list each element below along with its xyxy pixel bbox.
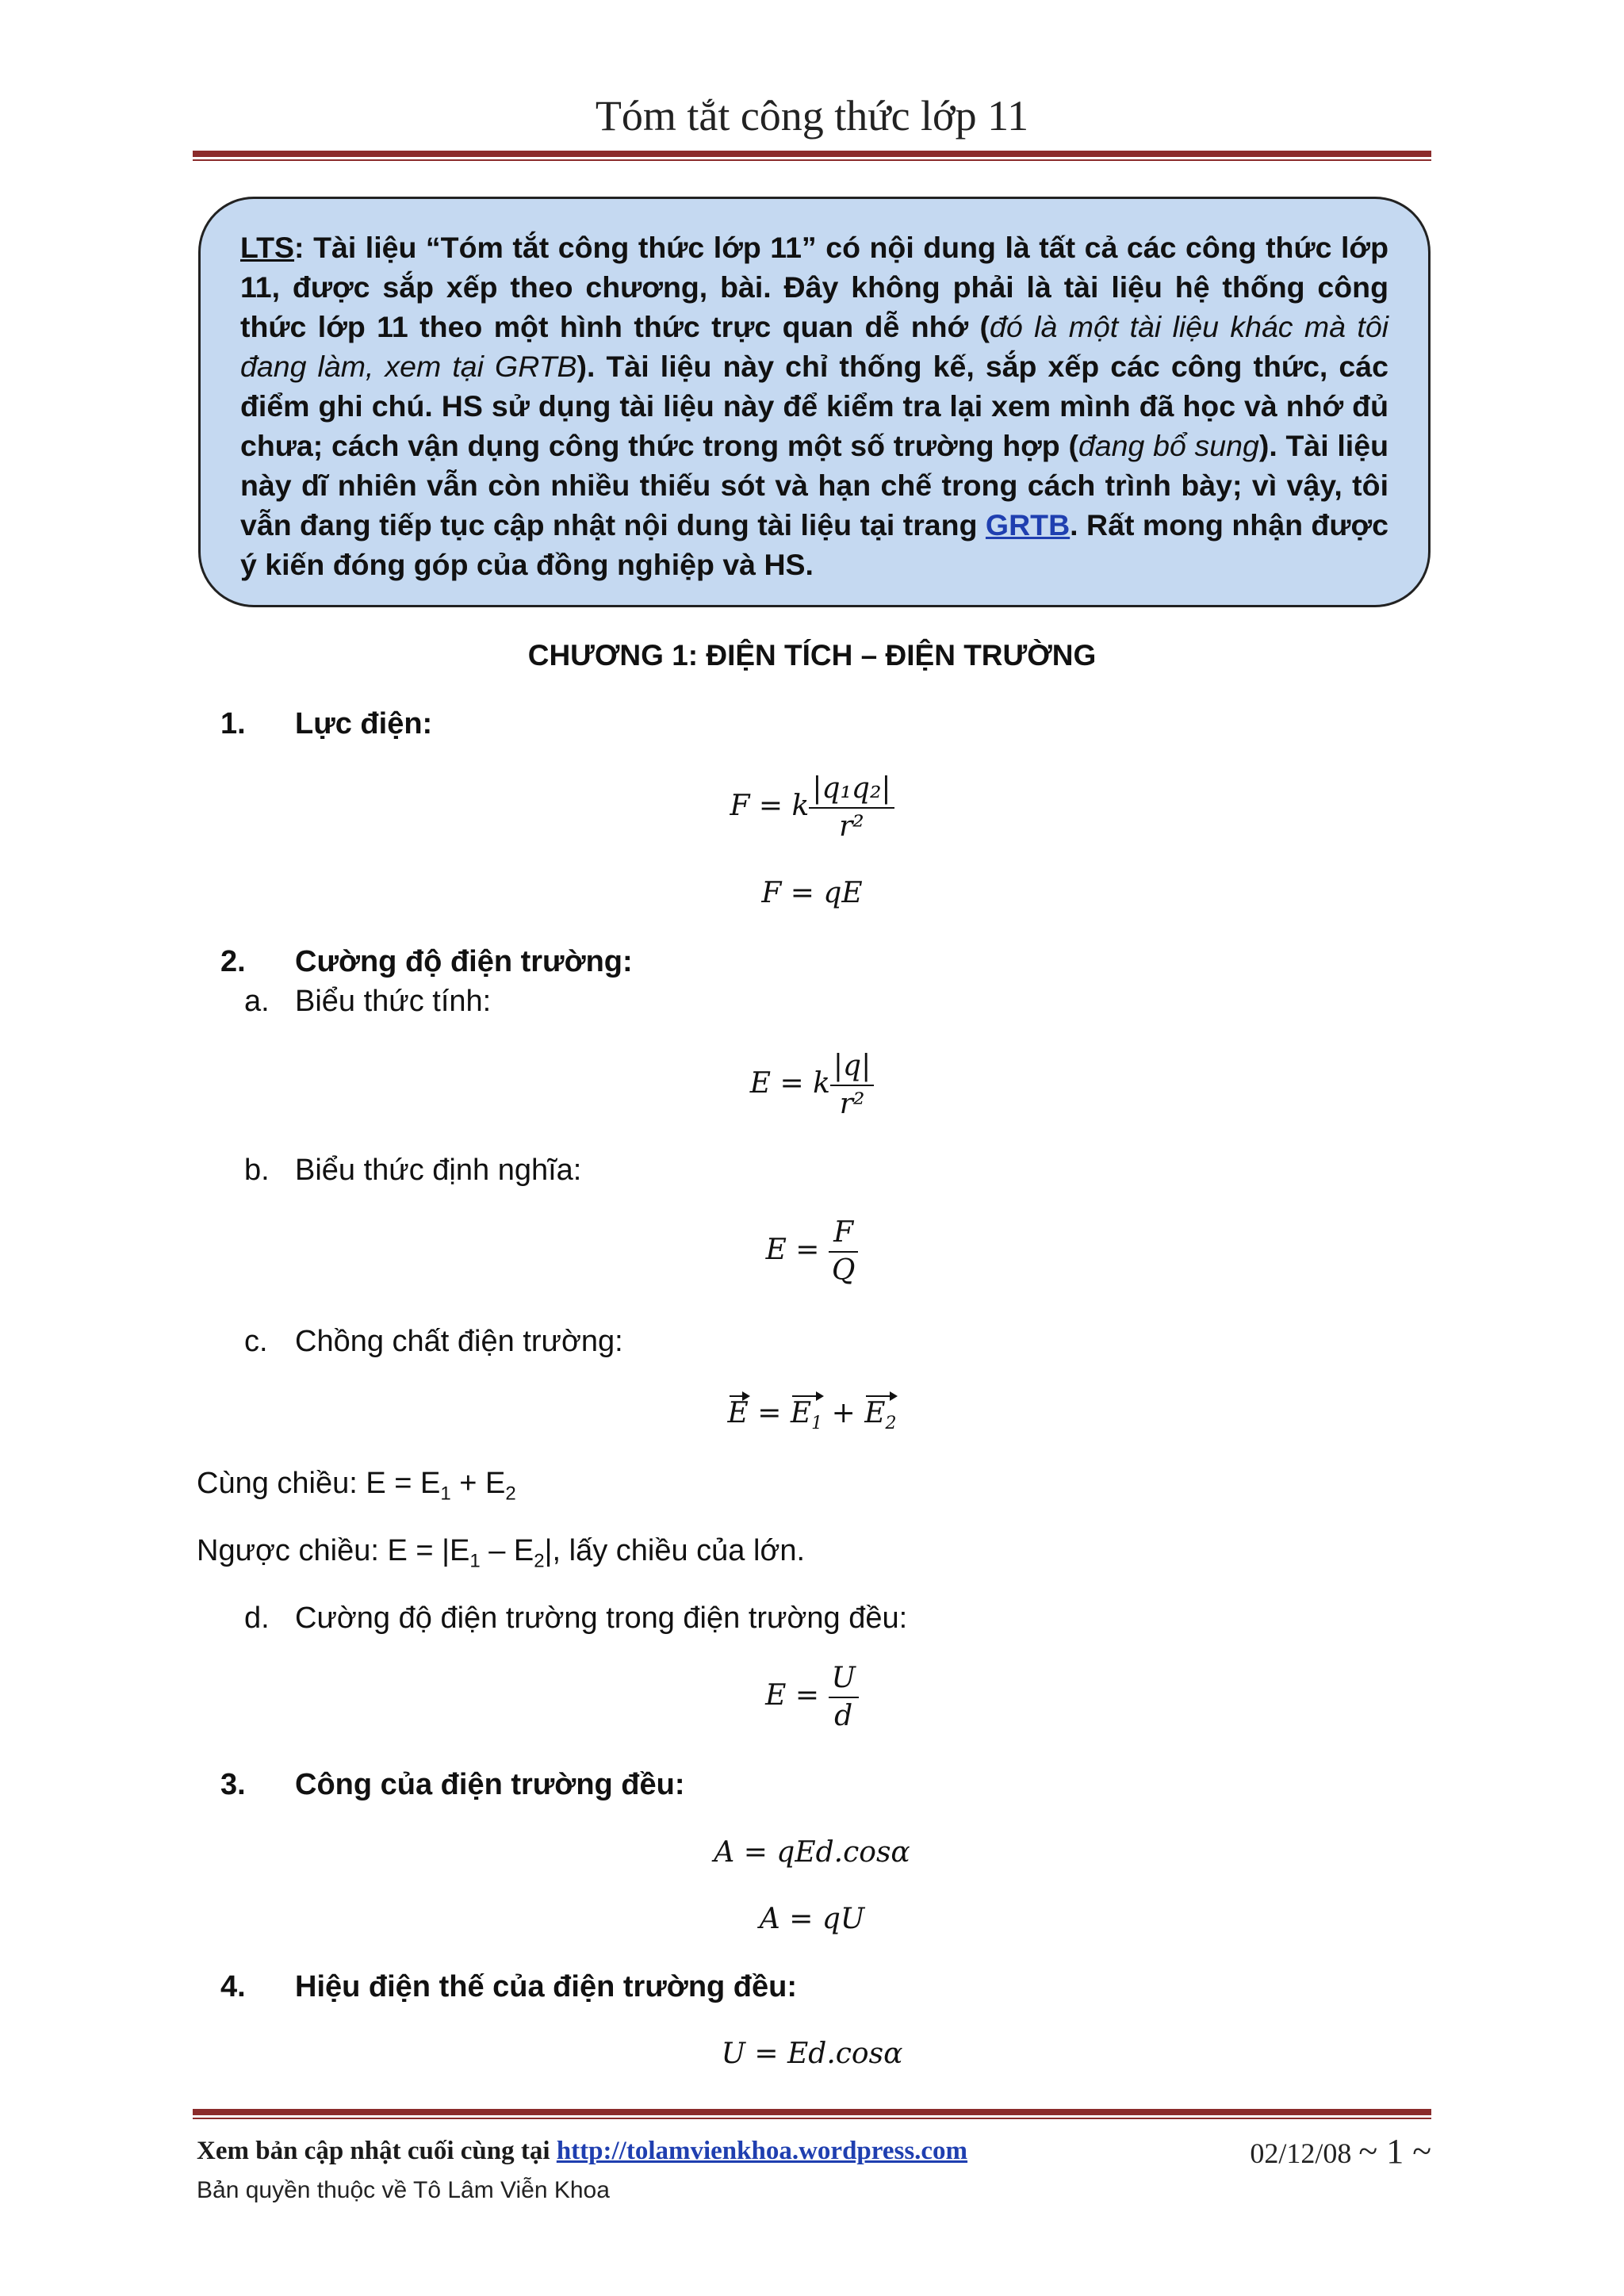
subsection-letter: c.	[244, 1325, 268, 1358]
subsection-title: Chồng chất điện trường:	[295, 1325, 623, 1358]
header-rule	[193, 151, 1431, 161]
subsection-title: Biểu thức tính:	[295, 985, 492, 1018]
opposite-direction-note: Ngược chiều: $E = |E_1 - E_2|$, lấy chiều của lớn.	[197, 1534, 806, 1572]
formula-field-point-charge: E = k $\frac{|q|}{\text{r²}}$	[0, 1048, 1624, 1123]
formula-voltage: U = Ed.cosα	[721, 2038, 903, 2070]
editor-note-text: LTS: Tài liệu “Tóm tắt công thức lớp 11” có nội dung là tất cả các công thức lớp 11, được sắp xếp theo chương, bài. Đây không phải là tài liệu hệ thống công thức lớp 11 theo một hình thức trực quan dễ nhớ (đó là một tài liệu khác mà tôi đang làm, xem tại GRTB). Tài liệu này chỉ thống kế, sắp xếp các công thức, các điểm ghi chú. HS sử dụng tài liệu này để kiểm tra lại xem mình đã học và nhớ đủ chưa; cách vận dụng công thức trong một số trường hợp (đang bổ sung). Tài liệu này dĩ nhiên vẫn còn nhiều thiếu sót và hạn chế trong cách trình bày; vì vậy, tôi vẫn đang tiếp tục cập nhật nội dung tài liệu tại trang GRTB. Rất mong nhận được ý kiến đóng góp của đồng nghiệp và HS.	[240, 231, 1389, 581]
section-number: 3.	[220, 1768, 246, 1801]
formula-work-1: A = qEd.cosα	[714, 1836, 910, 1869]
page-header-title: Tóm tắt công thức lớp 11	[595, 92, 1029, 140]
footer-date-page: 02/12/08 ~ 1 ~	[1250, 2132, 1431, 2171]
subsection-letter: a.	[244, 985, 270, 1018]
section-title: Hiệu điện thế của điện trường đều:	[295, 1970, 798, 2003]
section-title: Cường độ điện trường:	[295, 945, 633, 978]
same-direction-note: Cùng chiều: $E = E_1 + E_2$	[197, 1467, 516, 1505]
footer-url-link[interactable]: http://tolamvienkhoa.wordpress.com	[556, 2137, 968, 2165]
formula-coulomb: F = k $\frac{\text{|q₁q₂|}}{\text{r²}}$	[0, 771, 1624, 845]
subsection-title: Biểu thức định nghĩa:	[295, 1154, 582, 1187]
page-number: ~ 1 ~	[1358, 2132, 1431, 2171]
formula-field-definition: E = $\frac{F}{Q}$	[0, 1215, 1624, 1289]
footer-update-note: Xem bản cập nhật cuối cùng tại http://tolamvienkhoa.wordpress.com	[197, 2137, 968, 2165]
formula-uniform-field: E = $\frac{U}{d}$	[0, 1660, 1624, 1735]
section-title: Công của điện trường đều:	[295, 1768, 685, 1801]
section-number: 4.	[220, 1970, 246, 2003]
subsection-letter: d.	[244, 1601, 270, 1635]
section-title: Lực điện:	[295, 707, 433, 740]
footer-rule	[193, 2109, 1431, 2119]
section-number: 2.	[220, 945, 246, 978]
section-number: 1.	[220, 707, 246, 740]
chapter-title: CHƯƠNG 1: ĐIỆN TÍCH – ĐIỆN TRƯỜNG	[527, 639, 1097, 672]
note-lead: LTS	[240, 231, 295, 264]
subsection-letter: b.	[244, 1154, 270, 1187]
copyright-text: Bản quyền thuộc về Tô Lâm Viễn Khoa	[197, 2177, 610, 2203]
subsection-title: Cường độ điện trường trong điện trường đều:	[295, 1601, 908, 1635]
formula-force-field: F = qE	[761, 877, 863, 909]
grtb-link[interactable]: GRTB	[985, 508, 1071, 541]
formula-superposition: $E = E_1 + E_2$	[727, 1397, 897, 1434]
formula-work-2: A = qU	[759, 1903, 865, 1935]
editor-note-box	[198, 197, 1431, 607]
